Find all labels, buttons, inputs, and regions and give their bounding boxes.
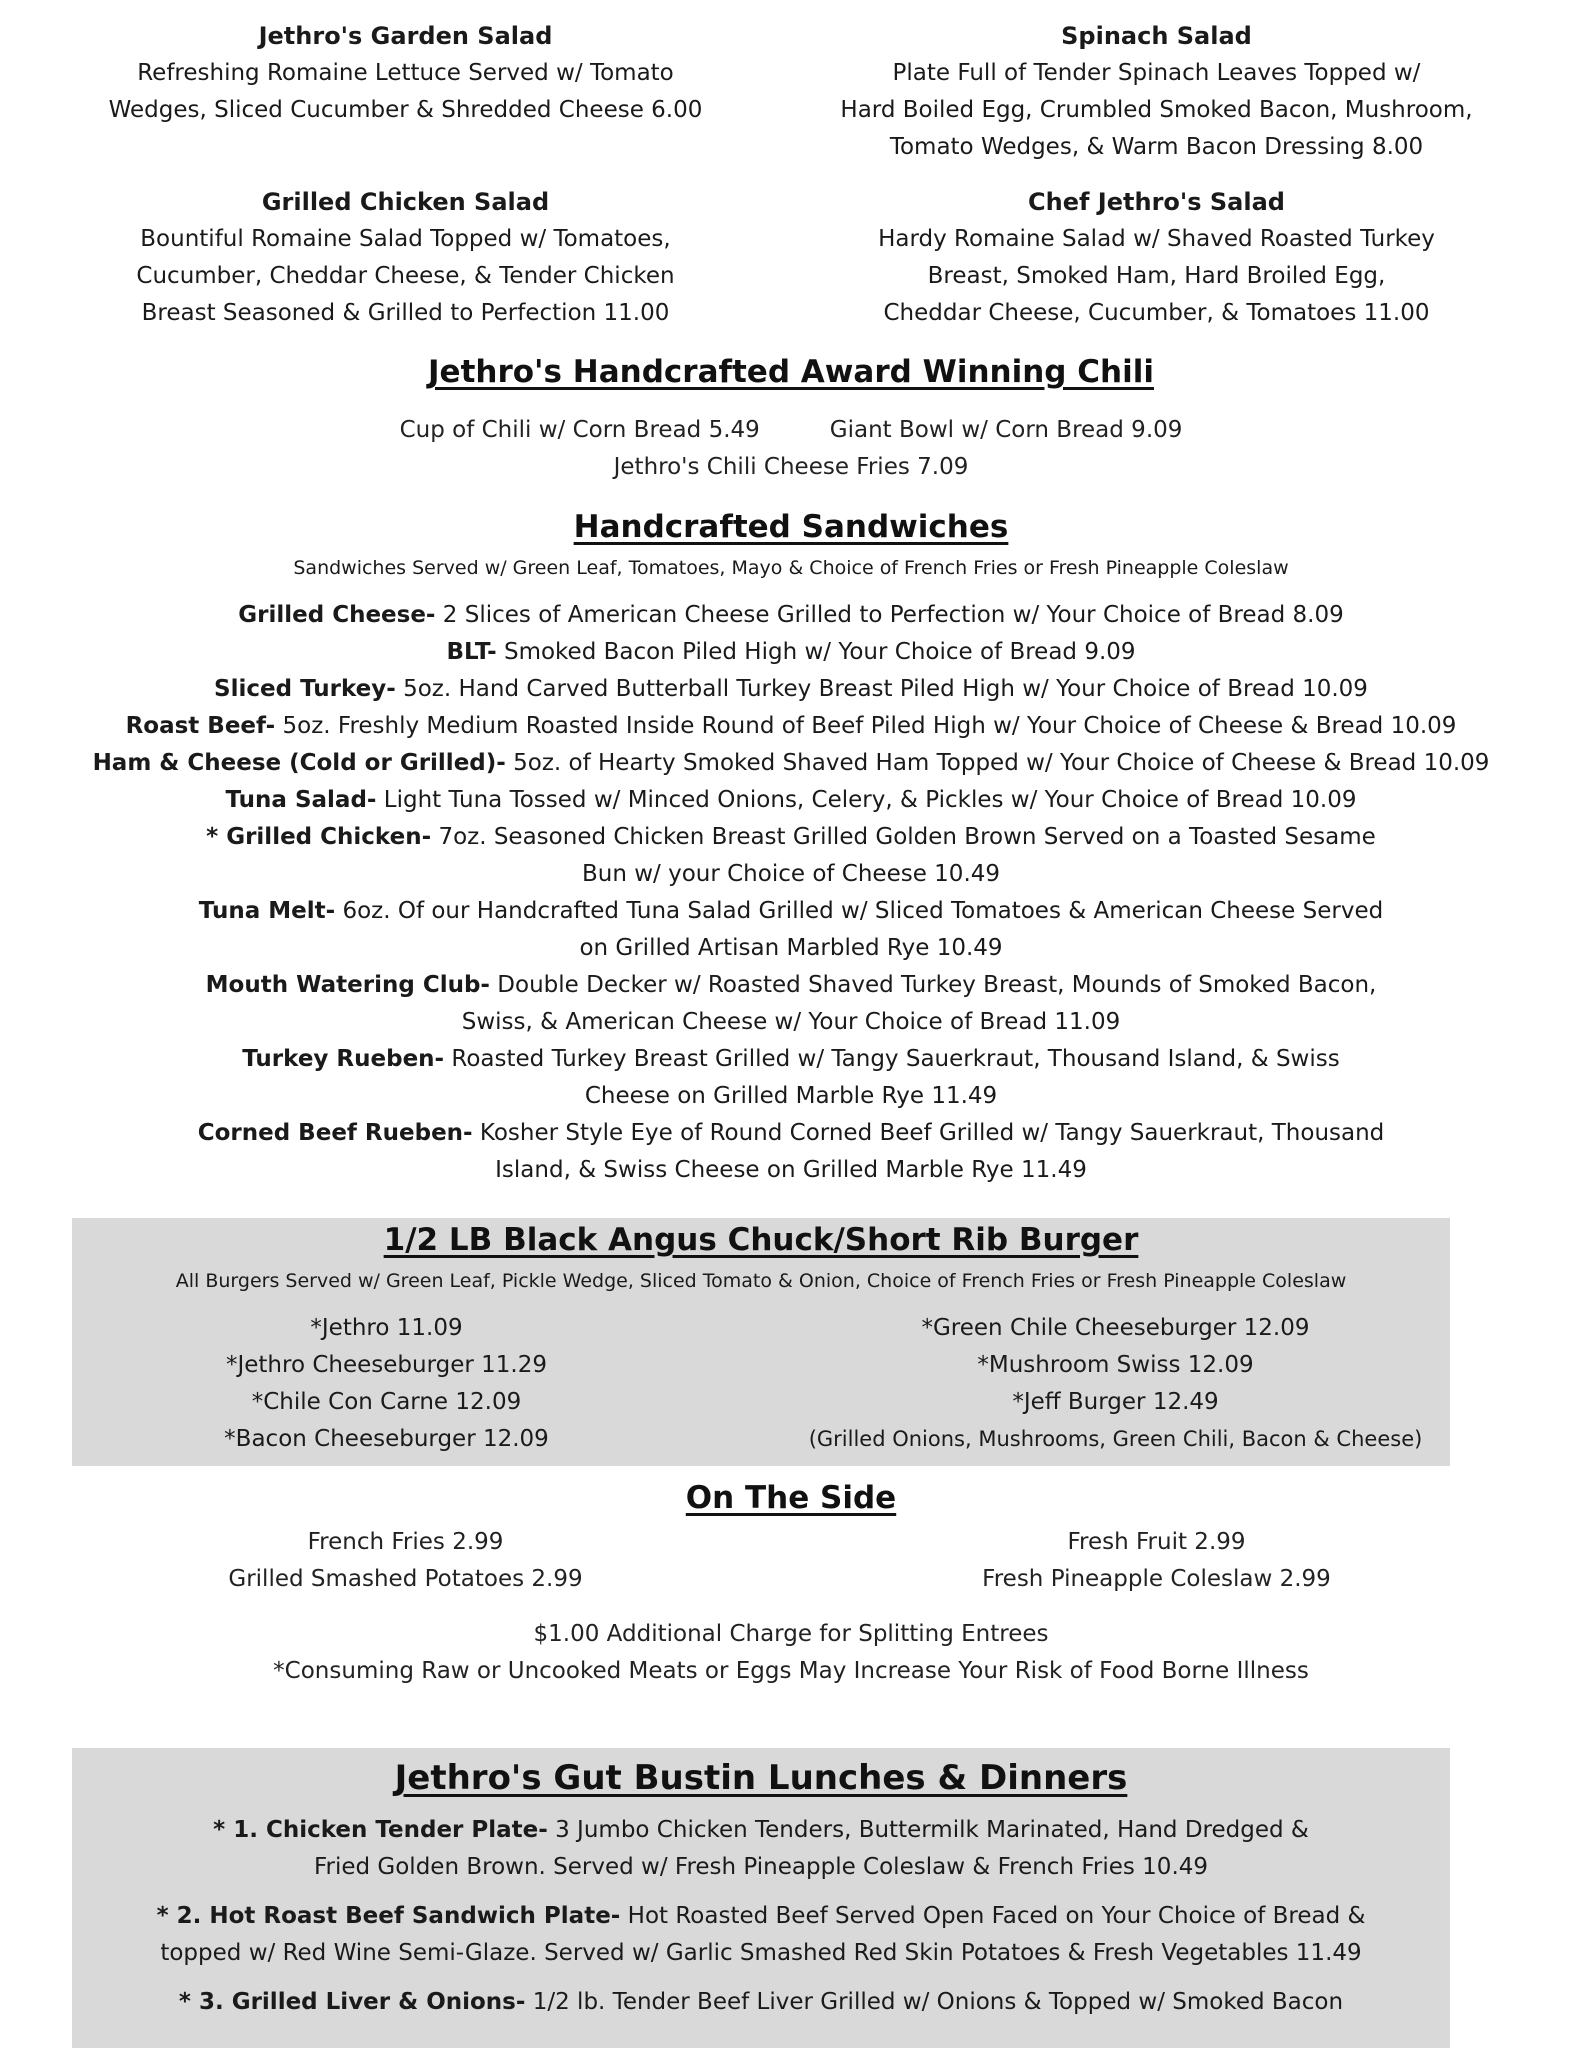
sandwich-item <box>0 893 1582 967</box>
dinner-name: * 3. Grilled Liver & Onions- <box>178 1989 526 2015</box>
sandwich-desc: Island, & Swiss Cheese on Grilled Marble Rye 11.49 <box>495 1157 1087 1183</box>
dinner-item <box>72 1898 1450 1972</box>
chili-cup: Cup of Chili w/ Corn Bread 5.49 <box>399 417 760 443</box>
salad-name: Spinach Salad <box>1061 22 1252 50</box>
sandwich-name: Turkey Rueben- <box>242 1046 445 1072</box>
sides-section <box>0 1476 1582 1690</box>
salad-name: Grilled Chicken Salad <box>261 188 550 216</box>
sides-col-left <box>0 1524 791 1598</box>
sides-col-right <box>791 1524 1582 1598</box>
dinners-section <box>72 1748 1450 2048</box>
salad-desc-line: Hard Boiled Egg, Crumbled Smoked Bacon, Mushroom, <box>840 97 1473 123</box>
sandwich-name: Grilled Cheese- <box>238 602 436 628</box>
sandwiches-subtitle: Sandwiches Served w/ Green Leaf, Tomatoes, Mayo & Choice of French Fries or Fresh Pineapple Coleslaw <box>293 557 1289 579</box>
sandwich-item <box>0 1041 1582 1115</box>
sandwich-desc: Roasted Turkey Breast Grilled w/ Tangy Sauerkraut, Thousand Island, & Swiss <box>451 1046 1340 1072</box>
note-splitting: $1.00 Additional Charge for Splitting Entrees <box>533 1621 1049 1647</box>
dinner-desc: Fried Golden Brown. Served w/ Fresh Pineapple Coleslaw & French Fries 10.49 <box>313 1854 1209 1880</box>
side-item: Grilled Smashed Potatoes 2.99 <box>228 1566 583 1592</box>
salads-section <box>0 18 1582 350</box>
sandwich-name: BLT- <box>446 639 497 665</box>
dinner-item <box>72 1984 1450 2021</box>
sandwich-desc: Cheese on Grilled Marble Rye 11.49 <box>584 1083 998 1109</box>
burgers-subtitle: All Burgers Served w/ Green Leaf, Pickle Wedge, Sliced Tomato & Onion, Choice of French Fries or Fresh Pineapple Coleslaw <box>175 1270 1347 1292</box>
chili-options-row <box>0 412 1582 449</box>
burger-item: *Bacon Cheeseburger 12.09 <box>224 1426 549 1452</box>
salad-name: Chef Jethro's Salad <box>1028 188 1285 216</box>
burgers-section <box>72 1218 1450 1466</box>
chili-bowl: Giant Bowl w/ Corn Bread 9.09 <box>829 417 1183 443</box>
burgers-title: 1/2 LB Black Angus Chuck/Short Rib Burger <box>383 1222 1139 1258</box>
salad-desc-line: Bountiful Romaine Salad Topped w/ Tomatoes, <box>140 226 671 252</box>
salad-garden <box>0 18 791 166</box>
burger-item: *Jethro Cheeseburger 11.29 <box>225 1352 548 1378</box>
sides-title: On The Side <box>685 1480 897 1516</box>
sandwiches-title: Handcrafted Sandwiches <box>573 509 1009 545</box>
burger-item: *Jeff Burger 12.49 <box>1012 1389 1219 1415</box>
sandwich-item <box>0 708 1582 745</box>
sandwich-item <box>0 782 1582 819</box>
sandwich-desc: 6oz. Of our Handcrafted Tuna Salad Grilled w/ Sliced Tomatoes & American Cheese Served <box>342 898 1384 924</box>
side-item: Fresh Fruit 2.99 <box>1067 1529 1246 1555</box>
salad-desc-line: Wedges, Sliced Cucumber & Shredded Cheese 6.00 <box>108 97 703 123</box>
salad-desc-line: Breast, Smoked Ham, Hard Broiled Egg, <box>927 263 1386 289</box>
dinners-title: Jethro's Gut Bustin Lunches & Dinners <box>394 1758 1128 1798</box>
sandwich-desc: 2 Slices of American Cheese Grilled to Perfection w/ Your Choice of Bread 8.09 <box>442 602 1344 628</box>
dinner-desc: topped w/ Red Wine Semi-Glaze. Served w/ Garlic Smashed Red Skin Potatoes & Fresh Vegetables 11.49 <box>160 1940 1362 1966</box>
side-item: French Fries 2.99 <box>307 1529 504 1555</box>
notes <box>0 1616 1582 1690</box>
burger-item: *Chile Con Carne 12.09 <box>251 1389 522 1415</box>
salad-desc-line: Tomato Wedges, & Warm Bacon Dressing 8.00 <box>889 134 1424 160</box>
dinner-desc: 1/2 lb. Tender Beef Liver Grilled w/ Onions & Topped w/ Smoked Bacon <box>532 1989 1344 2015</box>
dinner-desc: 3 Jumbo Chicken Tenders, Buttermilk Marinated, Hand Dredged & <box>555 1817 1309 1843</box>
chili-section <box>0 350 1582 486</box>
salad-desc-line: Cucumber, Cheddar Cheese, & Tender Chicken <box>136 263 675 289</box>
sandwich-name: Mouth Watering Club- <box>205 972 490 998</box>
sandwich-name: Sliced Turkey- <box>214 676 396 702</box>
dinner-desc: Hot Roasted Beef Served Open Faced on Your Choice of Bread & <box>627 1903 1366 1929</box>
chili-title: Jethro's Handcrafted Award Winning Chili <box>428 354 1154 390</box>
sandwich-item <box>0 634 1582 671</box>
burger-col-left <box>72 1310 761 1458</box>
sandwich-name: Ham & Cheese (Cold or Grilled)- <box>92 750 506 776</box>
note-raw-meat-warning: *Consuming Raw or Uncooked Meats or Eggs May Increase Your Risk of Food Borne Illness <box>273 1658 1309 1684</box>
sandwich-name: * Grilled Chicken- <box>206 824 432 850</box>
sandwich-item <box>0 1115 1582 1189</box>
salad-desc-line: Refreshing Romaine Lettuce Served w/ Tomato <box>137 60 674 86</box>
salad-chef <box>791 184 1582 332</box>
sandwich-desc: 5oz. of Hearty Smoked Shaved Ham Topped w/ Your Choice of Cheese & Bread 10.09 <box>513 750 1490 776</box>
sandwich-item <box>0 671 1582 708</box>
sandwich-desc: Kosher Style Eye of Round Corned Beef Grilled w/ Tangy Sauerkraut, Thousand <box>479 1120 1385 1146</box>
dinner-name: * 1. Chicken Tender Plate- <box>213 1817 548 1843</box>
sandwich-desc: 7oz. Seasoned Chicken Breast Grilled Golden Brown Served on a Toasted Sesame <box>438 824 1376 850</box>
salad-name: Jethro's Garden Salad <box>258 22 553 50</box>
sandwich-desc: 5oz. Hand Carved Butterball Turkey Breast Piled High w/ Your Choice of Bread 10.09 <box>403 676 1368 702</box>
sandwich-desc: Double Decker w/ Roasted Shaved Turkey Breast, Mounds of Smoked Bacon, <box>497 972 1377 998</box>
salad-row <box>0 18 1582 166</box>
burger-item: *Green Chile Cheeseburger 12.09 <box>921 1315 1310 1341</box>
sandwich-desc: 5oz. Freshly Medium Roasted Inside Round of Beef Piled High w/ Your Choice of Cheese & Bread 10.09 <box>282 713 1457 739</box>
salad-desc-line: Cheddar Cheese, Cucumber, & Tomatoes 11.00 <box>883 300 1430 326</box>
sandwich-name: Corned Beef Rueben- <box>197 1120 473 1146</box>
sides-columns <box>0 1524 1582 1598</box>
salad-desc-line: Hardy Romaine Salad w/ Shaved Roasted Turkey <box>878 226 1435 252</box>
burger-item: *Mushroom Swiss 12.09 <box>977 1352 1254 1378</box>
sandwich-desc: Smoked Bacon Piled High w/ Your Choice of Bread 9.09 <box>503 639 1136 665</box>
burger-item-note: (Grilled Onions, Mushrooms, Green Chili, Bacon & Cheese) <box>808 1427 1423 1451</box>
salad-desc-line: Plate Full of Tender Spinach Leaves Topped w/ <box>892 60 1421 86</box>
sandwich-item <box>0 597 1582 634</box>
dinner-item <box>72 1812 1450 1886</box>
sandwich-name: Tuna Melt- <box>198 898 336 924</box>
salad-desc-line: Breast Seasoned & Grilled to Perfection 11.00 <box>141 300 670 326</box>
sandwich-item <box>0 745 1582 782</box>
chili-fries: Jethro's Chili Cheese Fries 7.09 <box>613 454 969 480</box>
side-item: Fresh Pineapple Coleslaw 2.99 <box>982 1566 1331 1592</box>
sandwich-item <box>0 819 1582 893</box>
salad-grilled-chicken <box>0 184 791 332</box>
sandwich-desc: Swiss, & American Cheese w/ Your Choice of Bread 11.09 <box>461 1009 1121 1035</box>
sandwich-list <box>0 597 1582 1189</box>
sandwich-item <box>0 967 1582 1041</box>
sandwich-desc: Light Tuna Tossed w/ Minced Onions, Celery, & Pickles w/ Your Choice of Bread 10.09 <box>383 787 1357 813</box>
salad-spinach <box>791 18 1582 166</box>
dinner-name: * 2. Hot Roast Beef Sandwich Plate- <box>156 1903 621 1929</box>
sandwiches-section <box>0 505 1582 1189</box>
sandwich-name: Roast Beef- <box>125 713 276 739</box>
burger-columns <box>72 1310 1450 1458</box>
burger-col-right <box>761 1310 1450 1458</box>
sandwich-desc: Bun w/ your Choice of Cheese 10.49 <box>581 861 1001 887</box>
salad-row <box>0 184 1582 332</box>
burger-item: *Jethro 11.09 <box>310 1315 463 1341</box>
sandwich-desc: on Grilled Artisan Marbled Rye 10.49 <box>579 935 1003 961</box>
sandwich-name: Tuna Salad- <box>225 787 377 813</box>
